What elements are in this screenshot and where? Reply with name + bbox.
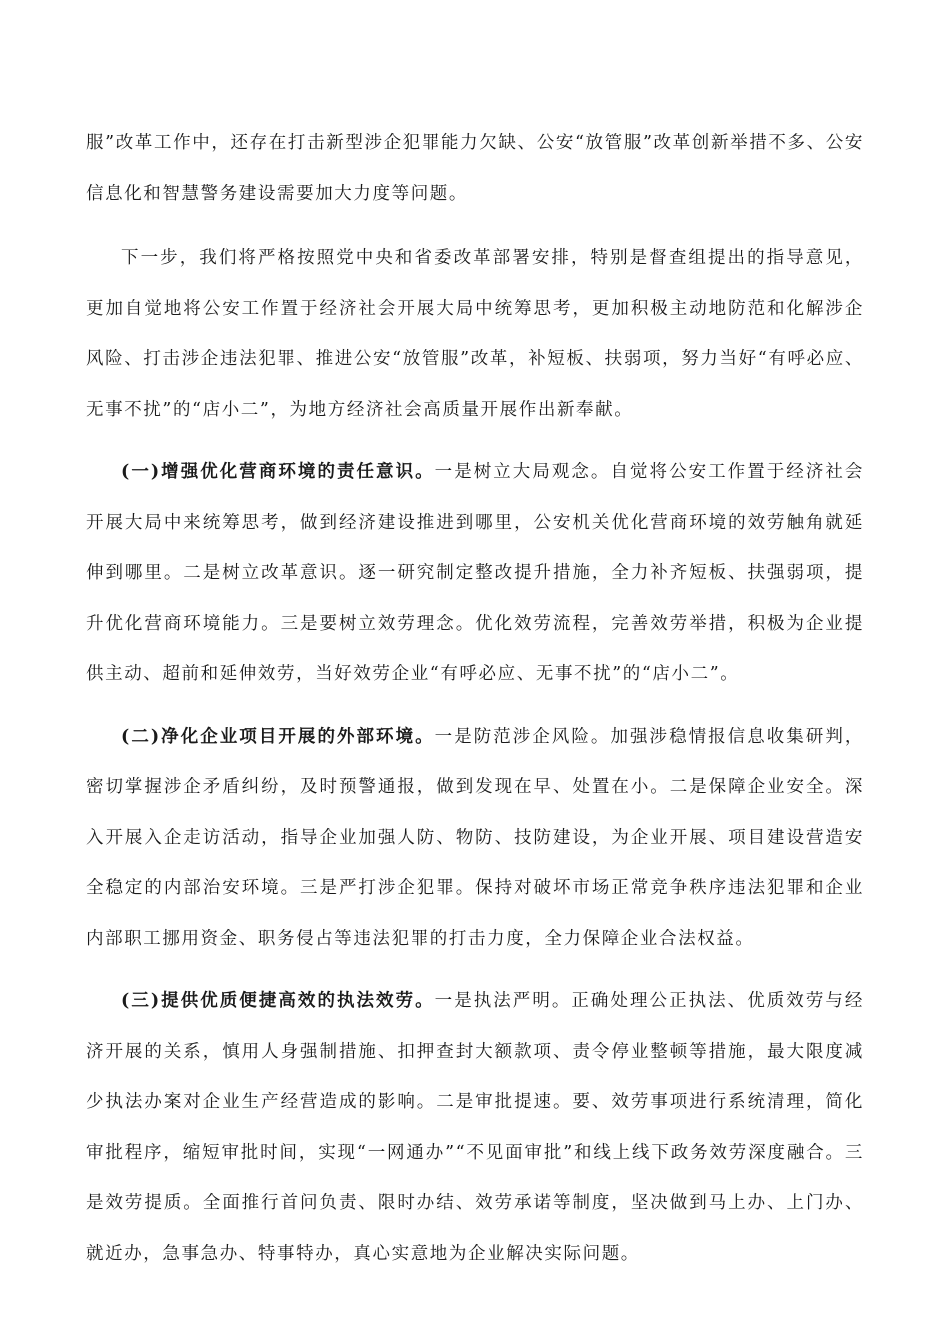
section-heading: (二)净化企业项目开展的外部环境。 xyxy=(121,726,435,747)
paragraph-next-steps xyxy=(86,233,864,435)
paragraph-text: 一是树立大局观念。自觉将公安工作置于经济社会开展大局中来统筹思考，做到经济建设推进到哪里，公安机关优化营商环境的效劳触角就延伸到哪里。二是树立改革意识。逐一研究制定整改提升措施，全力补齐短板、扶强弱项，提升优化营商环境能力。三是要树立效劳理念。优化效劳流程，完善效劳举措，积极为企业提供主动、超前和延伸效劳，当好效劳企业“有呼必应、无事不扰”的“店小二”。 xyxy=(86,462,864,684)
paragraph-section-3 xyxy=(86,976,864,1279)
section-heading: (三)提供优质便捷高效的执法效劳。 xyxy=(121,991,435,1011)
paragraph-section-2 xyxy=(86,712,864,965)
paragraph-text: 服”改革工作中，还存在打击新型涉企犯罪能力欠缺、公安“放管服”改革创新举措不多、公安信息化和智慧警务建设需要加大力度等问题。 xyxy=(86,133,864,204)
paragraph-section-1 xyxy=(86,447,864,700)
paragraph-text: 一是执法严明。正确处理公正执法、优质效劳与经济开展的关系，慎用人身强制措施、扣押查封大额款项、责令停业整顿等措施，最大限度减少执法办案对企业生产经营造成的影响。二是审批提速。要、效劳事项进行系统清理，简化审批程序，缩短审批时间，实现“一网通办”“不见面审批”和线上线下政务效劳深度融合。三是效劳提质。全面推行首问负责、限时办结、效劳承诺等制度，坚决做到马上办、上门办、就近办，急事急办、特事特办，真心实意地为企业解决实际问题。 xyxy=(86,991,864,1264)
paragraph-text: 下一步，我们将严格按照党中央和省委改革部署安排，特别是督查组提出的指导意见，更加自觉地将公安工作置于经济社会开展大局中统筹思考，更加积极主动地防范和化解涉企风险、打击涉企违法犯罪、推进公安“放管服”改革，补短板、扶弱项，努力当好“有呼必应、无事不扰”的“店小二”，为地方经济社会高质量开展作出新奉献。 xyxy=(86,248,864,420)
document-body xyxy=(86,118,864,1291)
paragraph-continuation xyxy=(86,118,864,219)
paragraph-text: 一是防范涉企风险。加强涉稳情报信息收集研判，密切掌握涉企矛盾纠纷，及时预警通报，做到发现在早、处置在小。二是保障企业安全。深入开展入企走访活动，指导企业加强人防、物防、技防建设，为企业开展、项目建设营造安全稳定的内部治安环境。三是严打涉企犯罪。保持对破坏市场正常竞争秩序违法犯罪和企业内部职工挪用资金、职务侵占等违法犯罪的打击力度，全力保障企业合法权益。 xyxy=(86,726,864,949)
section-heading: (一)增强优化营商环境的责任意识。 xyxy=(121,462,435,482)
